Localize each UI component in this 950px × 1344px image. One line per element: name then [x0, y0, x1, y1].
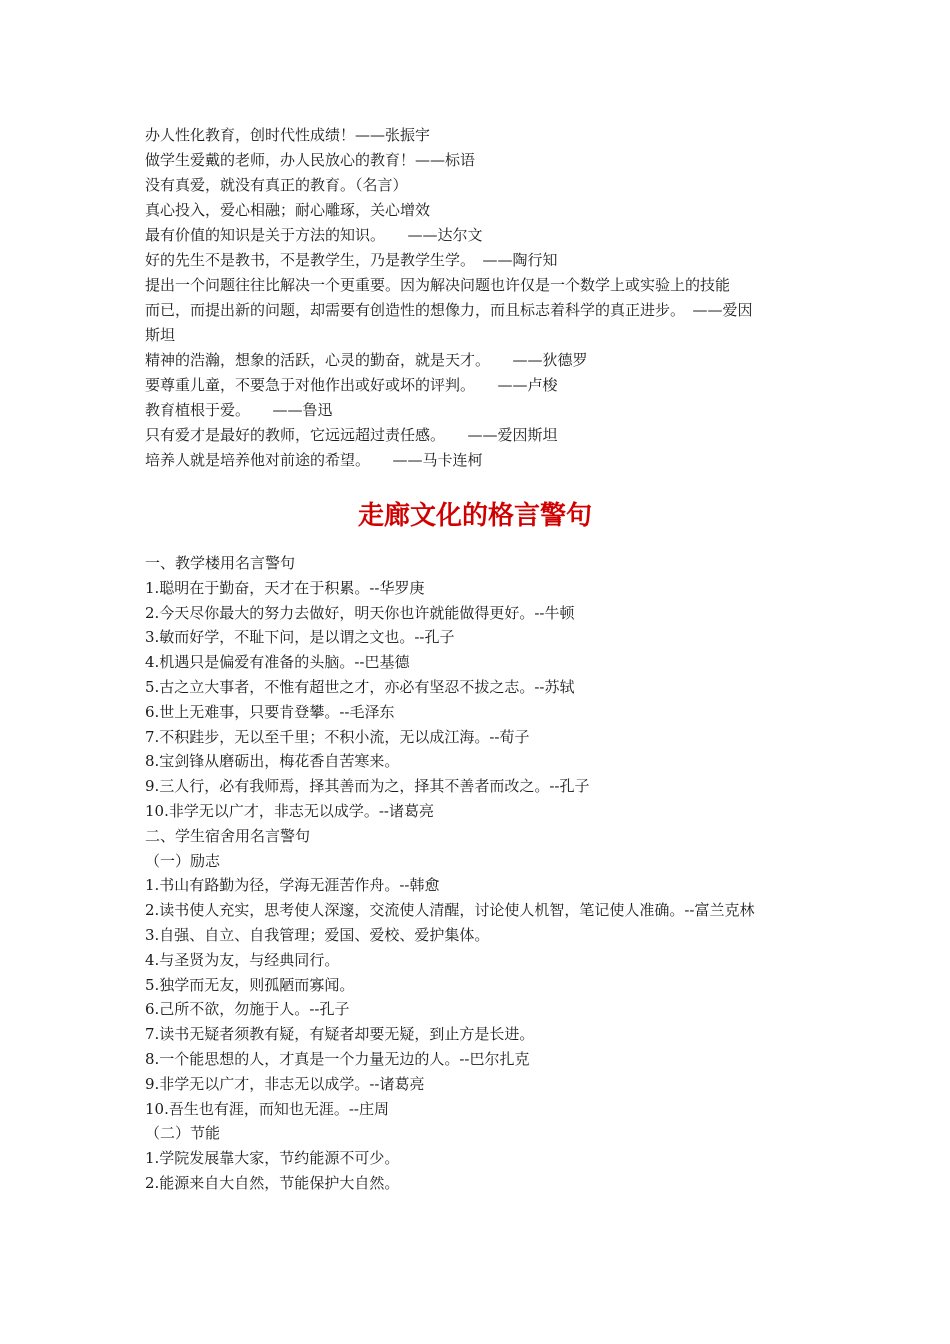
intro-line: 只有爱才是最好的教师，它远远超过责任感。 ——爱因斯坦 [145, 426, 558, 444]
quote-item: 5.古之立大事者，不惟有超世之才，亦必有坚忍不拔之志。--苏轼 [145, 677, 575, 696]
intro-line: 培养人就是培养他对前途的希望。 ——马卡连柯 [145, 451, 483, 469]
intro-line: 没有真爱，就没有真正的教育。（名言） [145, 176, 408, 194]
intro-line: 提出一个问题往往比解决一个更重要。因为解决问题也许仅是一个数学上或实验上的技能 [145, 276, 731, 294]
quote-item: 2.读书使人充实，思考使人深邃，交流使人清醒，讨论使人机智，笔记使人准确。--富兰克林 [145, 901, 755, 920]
section-heading: 一、教学楼用名言警句 [145, 554, 296, 572]
quote-item: 1.书山有路勤为径，学海无涯苦作舟。--韩愈 [145, 876, 440, 895]
quote-item: 10.吾生也有涯，而知也无涯。--庄周 [145, 1099, 389, 1118]
quote-item: 4.机遇只是偏爱有准备的头脑。--巴基德 [145, 653, 410, 672]
quote-item: 8.宝剑锋从磨砺出，梅花香自苦寒来。 [145, 752, 400, 771]
intro-line: 精神的浩瀚，想象的活跃，心灵的勤奋，就是天才。 ——狄德罗 [145, 351, 588, 369]
intro-line: 要尊重儿童，不要急于对他作出或好或坏的评判。 ——卢梭 [145, 376, 558, 394]
quote-item: 7.读书无疑者须教有疑，有疑者却要无疑，到止方是长进。 [145, 1025, 535, 1044]
quote-item: 9.三人行，必有我师焉，择其善而为之，择其不善者而改之。--孔子 [145, 777, 590, 796]
intro-line: 好的先生不是教书，不是教学生，乃是教学生学。 ——陶行知 [145, 251, 558, 269]
section-title: 走廊文化的格言警句 [357, 501, 592, 531]
intro-line: 办人性化教育，创时代性成绩！——张振宇 [145, 126, 431, 144]
quote-item: 2.能源来自大自然，节能保护大自然。 [145, 1173, 400, 1192]
subsection-heading: （一）励志 [145, 851, 221, 870]
quote-item: 6.己所不欲，勿施于人。--孔子 [145, 1000, 350, 1019]
quote-item: 3.自强、自立、自我管理；爱国、爱校、爱护集体。 [145, 925, 490, 944]
intro-line: 真心投入，爱心相融；耐心雕琢，关心增效 [145, 201, 431, 219]
intro-quotes [145, 123, 825, 473]
body-quotes [145, 551, 825, 1196]
quote-item: 1.学院发展靠大家，节约能源不可少。 [145, 1149, 400, 1168]
quote-item: 7.不积跬步，无以至千里；不积小流，无以成江海。--荀子 [145, 727, 530, 746]
quote-item: 2.今天尽你最大的努力去做好，明天你也许就能做得更好。--牛顿 [145, 603, 575, 622]
section-heading: 二、学生宿舍用名言警句 [145, 826, 311, 845]
quote-item: 10.非学无以广才，非志无以成学。--诸葛亮 [145, 801, 434, 820]
quote-item: 9.非学无以广才，非志无以成学。--诸葛亮 [145, 1074, 425, 1093]
intro-line: 最有价值的知识是关于方法的知识。 ——达尔文 [145, 226, 483, 244]
intro-line: 教育植根于爱。 ——鲁迅 [145, 401, 333, 419]
quote-item: 8.一个能思想的人，才真是一个力量无边的人。--巴尔扎克 [145, 1049, 530, 1068]
quote-item: 5.独学而无友，则孤陋而寡闻。 [145, 975, 355, 994]
intro-line: 斯坦 [145, 326, 176, 344]
quote-item: 3.敏而好学，不耻下问，是以谓之文也。--孔子 [145, 628, 455, 647]
quote-item: 4.与圣贤为友，与经典同行。 [145, 950, 340, 969]
subsection-heading: （二）节能 [145, 1124, 221, 1143]
intro-line: 做学生爱戴的老师，办人民放心的教育！——标语 [145, 151, 476, 169]
quote-item: 1.聪明在于勤奋，天才在于积累。--华罗庚 [145, 578, 425, 597]
quote-item: 6.世上无难事，只要肯登攀。--毛泽东 [145, 702, 395, 721]
intro-line: 而已，而提出新的问题，却需要有创造性的想像力，而且标志着科学的真正进步。 ——爱因 [145, 301, 753, 319]
